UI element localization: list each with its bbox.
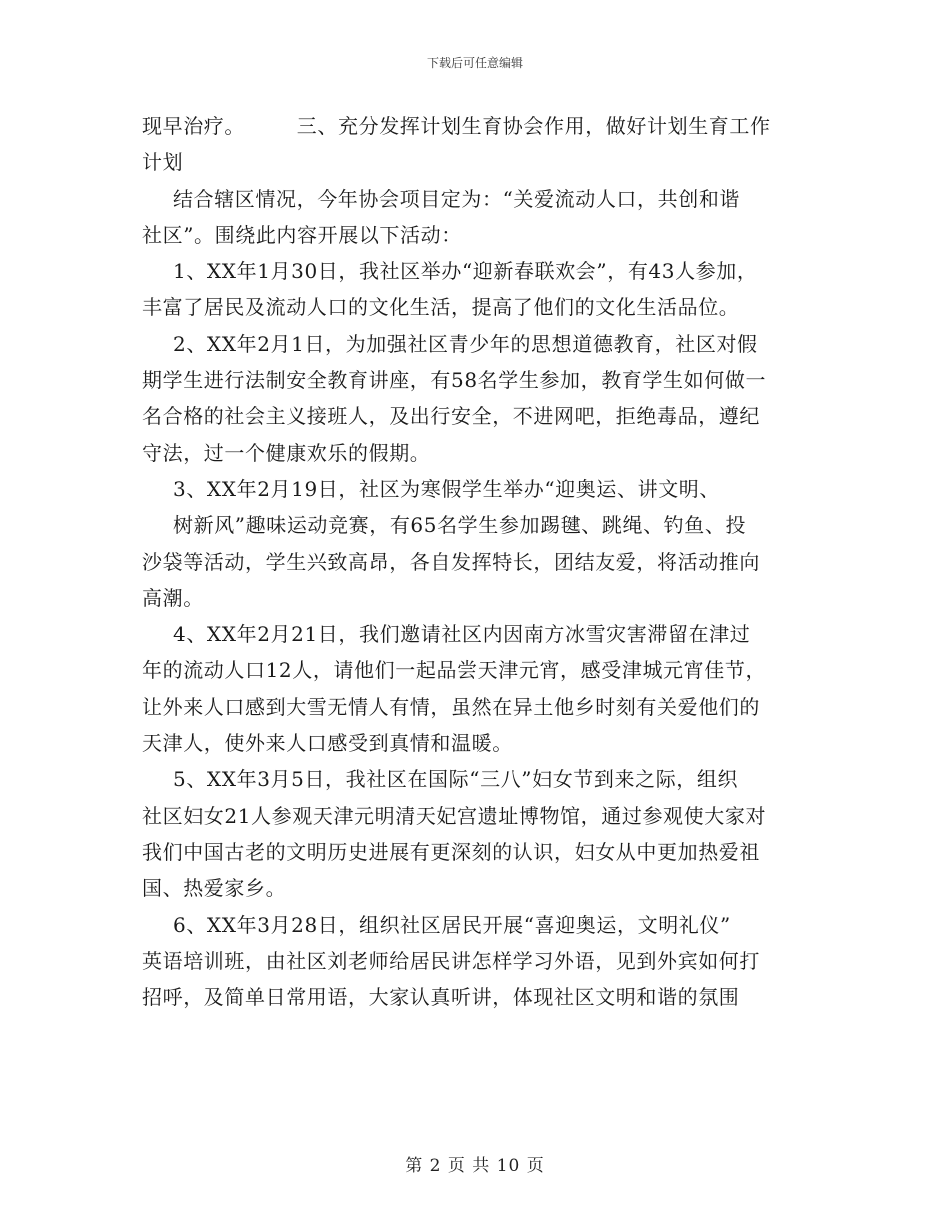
- text-line: 计划: [142, 150, 184, 175]
- text-line: 招呼，及简单日常用语，大家认真听讲，体现社区文明和谐的氛围: [142, 985, 740, 1010]
- text-line: 国、热爱家乡。: [142, 876, 287, 901]
- text-line: 天津人，使外来人口感受到真情和温暖。: [142, 731, 513, 756]
- text-line: 我们中国古老的文明历史进展有更深刻的认识，妇女从中更加热爱祖: [142, 839, 760, 864]
- text-line: 社区”。围绕此内容开展以下活动：: [142, 222, 462, 247]
- text-line: 社区妇女21人参观天津元明清天妃宫遗址博物馆，通过参观使大家对: [142, 803, 767, 828]
- text-line: 3、XX年2月19日，社区为寒假学生举办“迎奥运、讲文明、: [173, 476, 720, 501]
- text-line: 沙袋等活动，学生兴致高昂，各自发挥特长，团结友爱，将活动推向: [142, 549, 760, 574]
- page-number-footer: 第 2 页 共 10 页: [405, 1156, 545, 1176]
- document-body: [142, 108, 812, 1015]
- text-line: 丰富了居民及流动人口的文化生活，提高了他们的文化生活品位。: [142, 295, 740, 320]
- text-line: 现早治疗。 三、充分发挥计划生育协会作用，做好计划生育工作: [142, 114, 771, 138]
- text-line: 高潮。: [142, 585, 204, 610]
- page-header: 下载后可任意编辑: [426, 56, 523, 70]
- text-line: 1、XX年1月30日，我社区举办“迎新春联欢会”，有43人参加，: [173, 259, 758, 284]
- text-line: 树新风”趣味运动竞赛，有65名学生参加踢毽、跳绳、钓鱼、投: [173, 513, 747, 538]
- text-line: 英语培训班，由社区刘老师给居民讲怎样学习外语，见到外宾如何打: [142, 948, 760, 973]
- text-line: 5、XX年3月5日，我社区在国际“三八”妇女节到来之际，组织: [173, 767, 739, 792]
- text-line: 结合辖区情况，今年协会项目定为：“关爱流动人口，共创和谐: [173, 186, 741, 211]
- text-line: 让外来人口感到大雪无情人有情，虽然在异土他乡时刻有关爱他们的: [142, 694, 760, 719]
- text-line: 守法，过一个健康欢乐的假期。: [142, 440, 431, 465]
- text-line: 年的流动人口12人，请他们一起品尝天津元宵，感受津城元宵佳节，: [142, 658, 767, 683]
- text-line: 名合格的社会主义接班人，及出行安全，不进网吧，拒绝毒品，遵纪: [142, 404, 760, 429]
- text-line: 6、XX年3月28日，组织社区居民开展“喜迎奥运，文明礼仪”: [173, 912, 731, 937]
- text-line: 期学生进行法制安全教育讲座，有58名学生参加，教育学生如何做一: [142, 368, 767, 393]
- text-line: 2、XX年2月1日，为加强社区青少年的思想道德教育，社区对假: [173, 331, 758, 356]
- text-line: 4、XX年2月21日，我们邀请社区内因南方冰雪灾害滞留在津过: [173, 622, 751, 647]
